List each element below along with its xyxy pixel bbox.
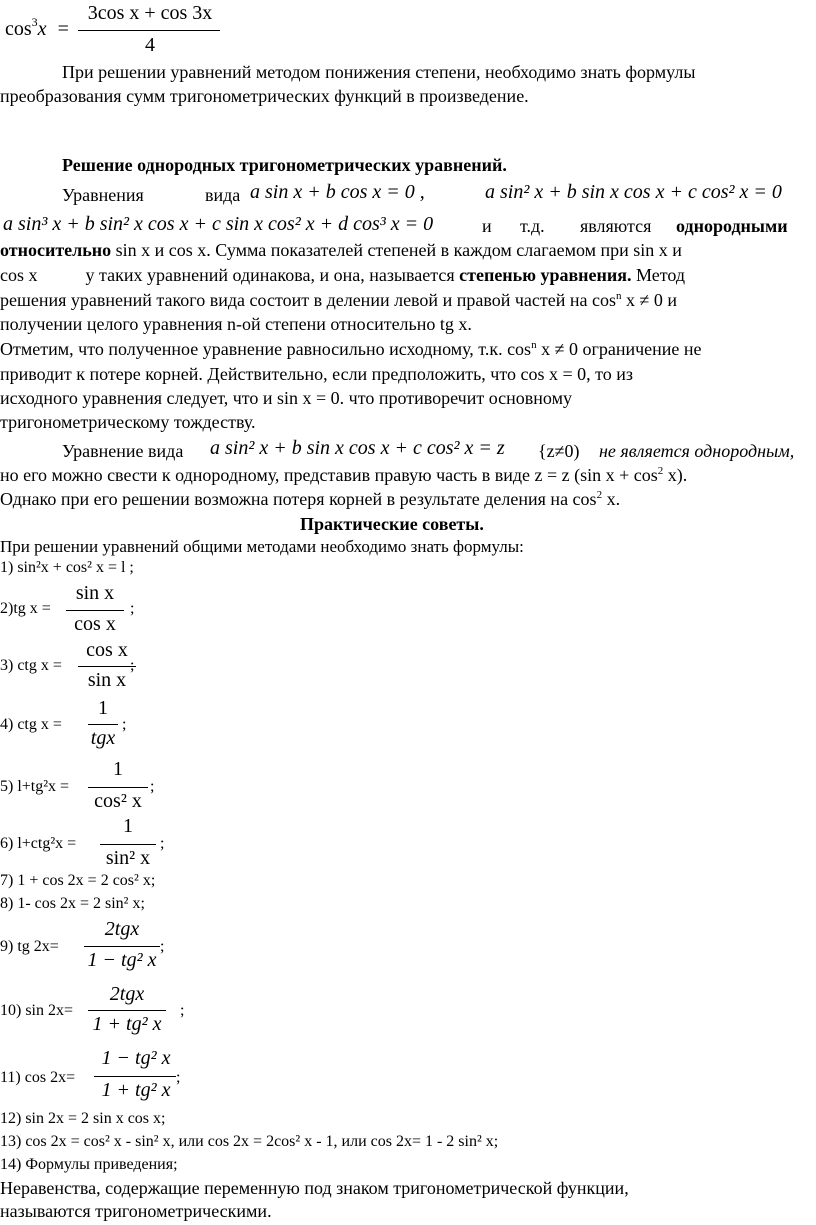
formula-9-end: ;	[160, 938, 165, 955]
formula-6-label: 6) l+ctg²x =	[0, 835, 77, 852]
formula-10-label: 10) sin 2x=	[0, 1002, 74, 1019]
formula-11-label: 11) cos 2x=	[0, 1069, 76, 1086]
nonhomog-label: Уравнение вида	[62, 441, 184, 461]
formula-6-numerator: 1	[123, 815, 133, 837]
formula-4-end: ;	[122, 716, 127, 733]
homog-line-5: решения уравнений такого вида состоит в делении левой и правой частей на $\cos^n x \ne 0$ и	[0, 290, 677, 310]
advice-intro: При решении уравнений общими методами необходимо знать формулы:	[0, 537, 524, 556]
formula-11-end: ;	[176, 1069, 181, 1086]
formula-7: 7) 1 + cos 2x = 2 cos² x;	[0, 872, 156, 889]
remark-line-1: Отметим, что полученное уравнение равносильно исходному, т.к. $\cos^n x \ne 0$ ограничение не	[0, 339, 702, 359]
remark-line-3: исходного уравнения следует, что и sin x = 0. что противоречит основному	[0, 388, 572, 408]
formula-4-label: 4) ctg x =	[0, 716, 62, 733]
formula-12: 12) sin 2x = 2 sin x cos x;	[0, 1110, 166, 1127]
formula-2-label: 2)tg x =	[0, 600, 51, 617]
formula-9-bar	[84, 946, 160, 947]
equation-quadratic-homogeneous: a sin² x + b sin x cos x + c cos² x = 0	[485, 181, 782, 203]
intro-line-2: преобразования сумм тригонометрических функций в произведение.	[0, 86, 529, 106]
formula-3-label: 3) ctg x =	[0, 657, 62, 674]
remark-line-4: тригонометрическому тождеству.	[0, 412, 256, 432]
nonhomog-condition: {z≠0)	[538, 441, 580, 461]
homog-line-4: cos x у таких уравнений одинакова, и она, называется степенью уравнения. Метод	[0, 265, 686, 285]
formula-10-denominator: 1 + tg² x	[92, 1013, 162, 1035]
formula-11-bar	[94, 1076, 176, 1077]
remark-line-2: приводит к потере корней. Действительно, если предположить, что cos x = 0, то из	[0, 364, 633, 384]
formula-10-end: ;	[180, 1002, 185, 1019]
homog-line-3: относительно sin x и cos x. Сумма показателей степеней в каждом слагаемом при sin x и	[0, 240, 682, 260]
top-formula-numerator: 3cos x + cos 3x	[87, 2, 213, 24]
formula-2-end: ;	[130, 600, 135, 617]
formula-2-denominator: cos x	[74, 613, 116, 635]
homog-line-1-vida: вида	[205, 185, 241, 205]
homog-line-1-word: Уравнения	[62, 185, 144, 205]
formula-3-denominator: sin x	[87, 669, 127, 691]
top-formula-lhs: $\cos^3x$ =	[5, 15, 69, 40]
formula-9-label: 9) tg 2x=	[0, 938, 59, 955]
homog-line-6: получении целого уравнения n-ой степени относительно tg x.	[0, 314, 472, 334]
formula-11-denominator: 1 + tg² x	[101, 1079, 171, 1101]
formula-5-end: ;	[150, 778, 155, 795]
formula-5-numerator: 1	[113, 758, 123, 780]
section-title-practical-tips: Практические советы.	[300, 514, 484, 534]
formula-4-denominator: tgx	[90, 727, 116, 749]
formula-4-numerator: 1	[98, 697, 108, 719]
nonhomog-not-homogeneous: не является однородным,	[599, 441, 795, 461]
formula-3-bar	[78, 666, 136, 667]
formula-8: 8) 1- cos 2x = 2 sin² x;	[0, 895, 145, 912]
section-title-homogeneous: Решение однородных тригонометрических уравнений.	[62, 155, 507, 175]
homog-line-2-i: и	[482, 216, 492, 236]
formula-2-numerator: sin x	[75, 582, 115, 604]
homog-line-2-odnorodnymi: однородными	[676, 216, 788, 236]
equation-linear-homogeneous: a sin x + b cos x = 0 ,	[250, 181, 425, 203]
closing-line-2: называются тригонометрическими.	[0, 1201, 272, 1221]
top-formula-fraction-bar	[78, 30, 220, 31]
formula-6-end: ;	[160, 835, 165, 852]
formula-5-label: 5) l+tg²x =	[0, 778, 70, 795]
equation-cubic-homogeneous: a sin³ x + b sin² x cos x + c sin x cos² x + d cos³ x = 0	[3, 213, 434, 235]
formula-9-numerator: 2tgx	[104, 918, 140, 940]
formula-13: 13) cos 2x = cos² x - sin² x, или cos 2x = 2cos² x - 1, или cos 2x= 1 - 2 sin² x;	[0, 1133, 499, 1150]
formula-9-denominator: 1 − tg² x	[87, 949, 157, 971]
formula-5-denominator: cos² x	[94, 790, 142, 812]
formula-10-bar	[88, 1010, 166, 1011]
closing-line-1: Неравенства, содержащие переменную под знаком тригонометрической функции,	[0, 1178, 629, 1198]
nonhomog-line-2: но его можно свести к однородному, представив правую часть в виде z = z (sin $x + \cos^2 x$).	[0, 465, 688, 485]
formula-5-bar	[88, 787, 148, 788]
top-formula-denominator: 4	[145, 34, 155, 56]
homog-line-2-td: т.д.	[520, 216, 545, 236]
intro-line-1: При решении уравнений методом понижения степени, необходимо знать формулы	[62, 62, 696, 82]
homog-line-2-yavlyayutsya: являются	[580, 216, 652, 236]
formula-3-numerator: cos x	[86, 639, 128, 661]
nonhomog-line-3: Однако при его решении возможна потеря корней в результате деления на $\cos^2 x$.	[0, 489, 621, 509]
formula-3-end: ;	[130, 657, 135, 674]
equation-nonhomogeneous: a sin² x + b sin x cos x + c cos² x = z	[210, 437, 505, 459]
formula-14: 14) Формулы приведения;	[0, 1156, 178, 1173]
formula-2-bar	[66, 610, 124, 611]
formula-6-bar	[100, 844, 156, 845]
formula-1: 1) sin²x + cos² x = l ;	[0, 559, 134, 576]
formula-6-denominator: sin² x	[105, 847, 151, 869]
formula-10-numerator: 2tgx	[109, 983, 145, 1005]
formula-11-numerator: 1 − tg² x	[101, 1047, 171, 1069]
formula-4-bar	[88, 724, 118, 725]
